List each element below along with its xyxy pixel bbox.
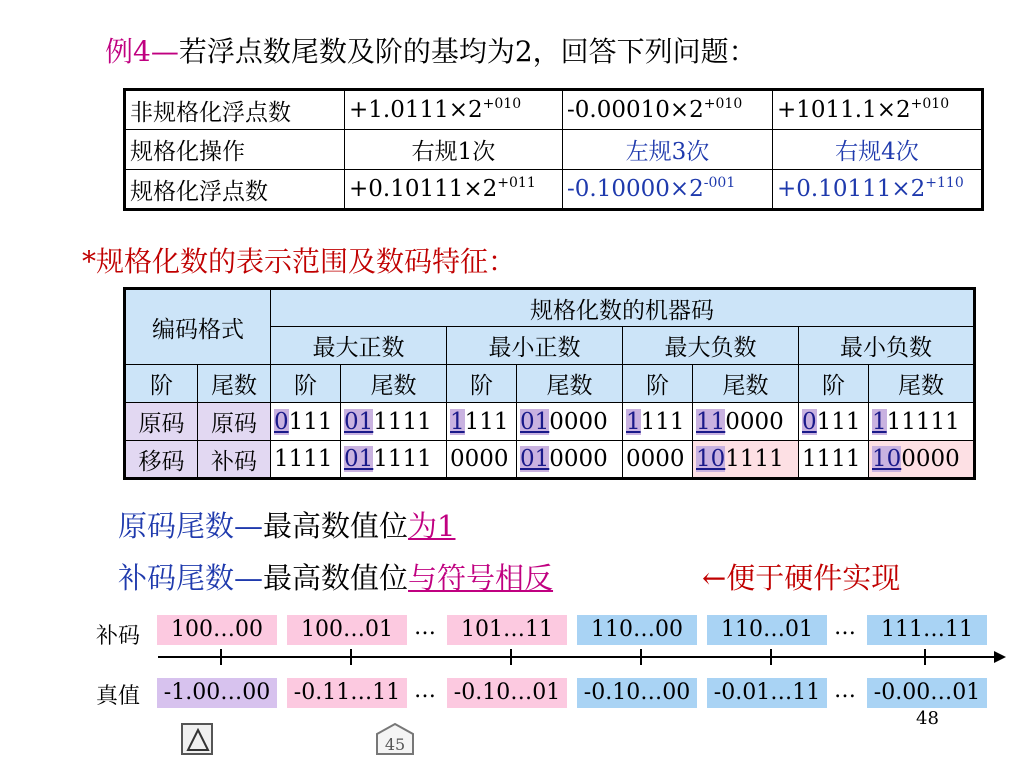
- col-header: 阶: [125, 365, 198, 403]
- complement-code: 101…11: [447, 615, 567, 645]
- section-heading: *规格化数的表示范围及数码特征：: [82, 245, 517, 278]
- exp-code-label: 移码: [125, 441, 198, 479]
- code-cell: 1111: [623, 403, 693, 441]
- mant-code-label: 原码: [198, 403, 271, 441]
- row-label: 规格化浮点数: [125, 170, 345, 210]
- number-axis: [158, 656, 1000, 658]
- code-cell: 100000: [869, 441, 975, 479]
- axis-tick: [640, 649, 642, 665]
- group-header: 最小负数: [799, 327, 975, 365]
- row-label: 规格化操作: [125, 130, 345, 170]
- table-row: [125, 441, 975, 479]
- code-cell: 1111: [799, 441, 869, 479]
- ellipsis: …: [834, 615, 856, 640]
- col-header: 尾数: [869, 365, 975, 403]
- table-cell: 左规3次: [563, 130, 773, 170]
- normalization-table: [123, 88, 984, 211]
- axis-tick: [220, 649, 222, 665]
- row-label: 非规格化浮点数: [125, 90, 345, 130]
- axis-arrow-icon: [994, 651, 1006, 663]
- code-cell: 011111: [341, 441, 447, 479]
- table-row: [125, 130, 983, 170]
- complement-code: 100…01: [287, 615, 407, 645]
- page-number: 48: [916, 708, 939, 729]
- example-prefix: 例4—: [105, 35, 179, 68]
- code-cell: 010000: [517, 441, 623, 479]
- col-header: 尾数: [693, 365, 799, 403]
- table-row: [125, 90, 983, 130]
- ellipsis: …: [414, 615, 436, 640]
- col-header: 阶: [447, 365, 517, 403]
- mant-code-label: 补码: [198, 441, 271, 479]
- table-cell: 右规4次: [773, 130, 983, 170]
- true-value: -0.00…01: [867, 678, 987, 708]
- table-cell: $+1.0111\times 2^{+010}$: [345, 90, 563, 130]
- table-cell: 右规1次: [345, 130, 563, 170]
- col-header: 阶: [271, 365, 341, 403]
- complement-code: 111…11: [867, 615, 987, 645]
- code-cell: 0000: [623, 441, 693, 479]
- group-header: 最大负数: [623, 327, 799, 365]
- group-header: 最小正数: [447, 327, 623, 365]
- table-row: [125, 170, 983, 210]
- complement-label: 补码: [96, 624, 141, 649]
- code-cell: 101111: [693, 441, 799, 479]
- true-value: -1.00…00: [157, 678, 277, 708]
- table-cell: $-0.10000\times 2^{-001}$: [563, 170, 773, 210]
- axis-tick: [924, 649, 926, 665]
- range-table: [123, 287, 976, 480]
- true-value: -0.10…00: [577, 678, 697, 708]
- code-cell: 0111: [799, 403, 869, 441]
- encoding-header: 编码格式: [125, 289, 271, 365]
- table-row: [125, 403, 975, 441]
- sign-magnitude-rule: 原码尾数—最高数值位为1: [118, 509, 456, 543]
- code-cell: 011111: [341, 403, 447, 441]
- jump-to-slide-button[interactable]: [375, 722, 415, 756]
- col-header: 尾数: [517, 365, 623, 403]
- complement-code: 110…01: [707, 615, 827, 645]
- col-header: 阶: [623, 365, 693, 403]
- code-cell: 110000: [693, 403, 799, 441]
- code-cell: 1111: [271, 441, 341, 479]
- ellipsis: …: [414, 678, 436, 703]
- true-value: -0.01…11: [707, 678, 827, 708]
- axis-tick: [510, 649, 512, 665]
- home-button[interactable]: [181, 723, 213, 755]
- example-title: [105, 30, 757, 70]
- code-cell: 0111: [271, 403, 341, 441]
- code-cell: 111111: [869, 403, 975, 441]
- exp-code-label: 原码: [125, 403, 198, 441]
- true-value: -0.11…11: [287, 678, 407, 708]
- true-value-label: 真值: [96, 684, 141, 709]
- machine-code-header: 规格化数的机器码: [271, 289, 975, 327]
- col-header: 尾数: [198, 365, 271, 403]
- complement-code: 110…00: [577, 615, 697, 645]
- col-header: 尾数: [341, 365, 447, 403]
- complement-code: 100…00: [157, 615, 277, 645]
- complement-rule: 补码尾数—最高数值位与符号相反: [118, 561, 554, 595]
- code-cell: 1111: [447, 403, 517, 441]
- table-cell: $+1011.1\times 2^{+010}$: [773, 90, 983, 130]
- group-header: 最大正数: [271, 327, 447, 365]
- example-question: 若浮点数尾数及阶的基均为2，回答下列问题：: [178, 35, 757, 68]
- axis-tick: [350, 649, 352, 665]
- table-cell: $+0.10111\times 2^{+110}$: [773, 170, 983, 210]
- axis-tick: [770, 649, 772, 665]
- hardware-note: ←便于硬件实现: [702, 561, 901, 595]
- code-cell: 0000: [447, 441, 517, 479]
- code-cell: 010000: [517, 403, 623, 441]
- ellipsis: …: [834, 678, 856, 703]
- triangle-icon: [186, 728, 210, 752]
- true-value: -0.10…01: [447, 678, 567, 708]
- slide-jump-label: 45: [384, 735, 406, 754]
- table-cell: $-0.00010\times 2^{+010}$: [563, 90, 773, 130]
- col-header: 阶: [799, 365, 869, 403]
- table-cell: $+0.10111\times 2^{+011}$: [345, 170, 563, 210]
